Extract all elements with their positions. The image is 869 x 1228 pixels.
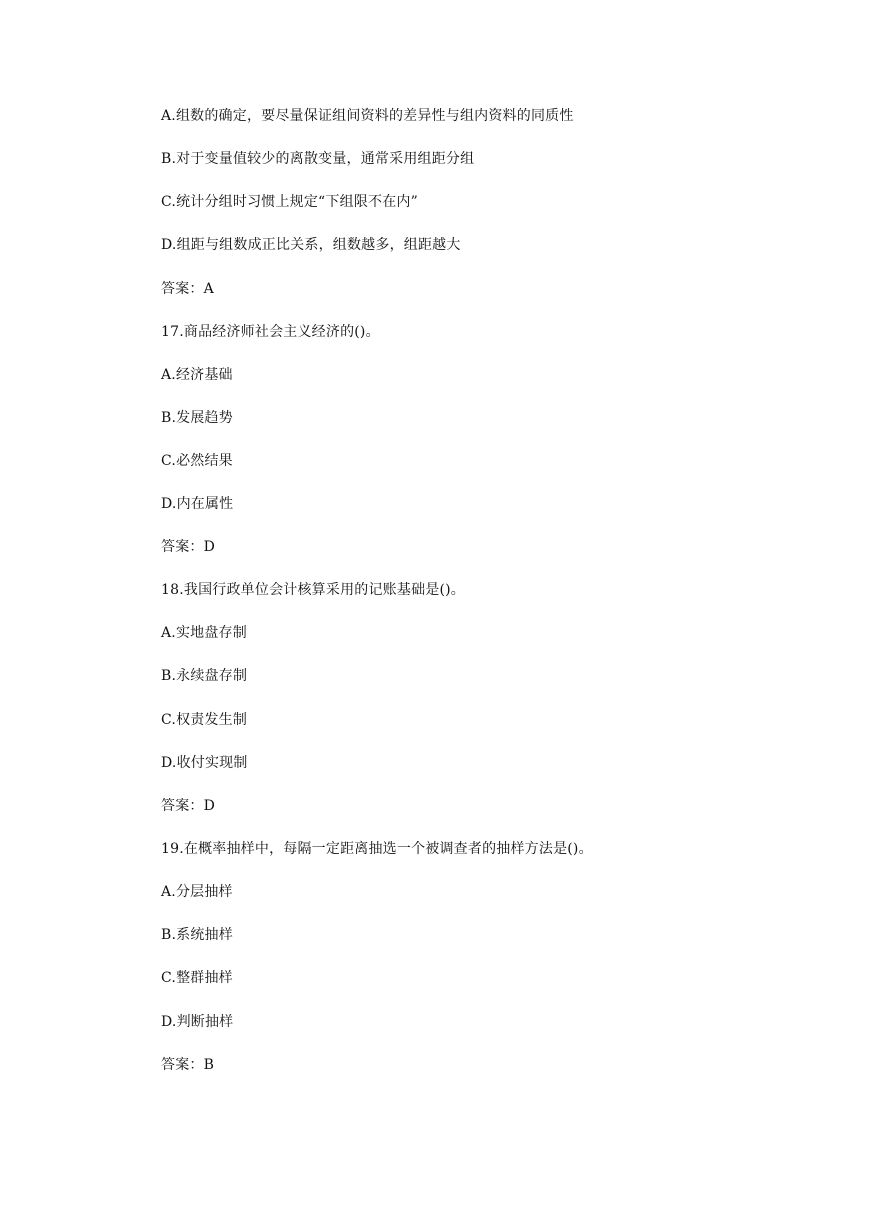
option-line: D.组距与组数成正比关系，组数越多，组距越大 <box>161 237 461 253</box>
option-line: C.权责发生制 <box>161 712 248 728</box>
option-line: A.实地盘存制 <box>161 625 247 641</box>
option-line: C.整群抽样 <box>161 970 233 986</box>
question-line: 19.在概率抽样中，每隔一定距离抽选一个被调查者的抽样方法是()。 <box>161 841 593 857</box>
option-line: A.经济基础 <box>161 367 233 383</box>
option-line: A.分层抽样 <box>161 884 233 900</box>
answer-line: 答案：B <box>161 1057 215 1073</box>
option-line: D.判断抽样 <box>161 1014 234 1030</box>
option-line: B.对于变量值较少的离散变量，通常采用组距分组 <box>161 151 475 167</box>
answer-line: 答案：D <box>161 539 216 555</box>
option-line: B.系统抽样 <box>161 927 233 943</box>
option-line: C.必然结果 <box>161 453 233 469</box>
option-line: C.统计分组时习惯上规定“下组限不在内” <box>161 194 418 210</box>
question-line: 17.商品经济师社会主义经济的()。 <box>161 324 380 340</box>
answer-line: 答案：A <box>161 281 214 297</box>
option-line: B.永续盘存制 <box>161 668 248 684</box>
option-line: A.组数的确定，要尽量保证组间资料的差异性与组内资料的同质性 <box>161 108 574 124</box>
question-line: 18.我国行政单位会计核算采用的记账基础是()。 <box>161 582 465 598</box>
option-line: B.发展趋势 <box>161 410 233 426</box>
option-line: D.内在属性 <box>161 496 234 512</box>
option-line: D.收付实现制 <box>161 755 248 771</box>
answer-line: 答案：D <box>161 798 216 814</box>
